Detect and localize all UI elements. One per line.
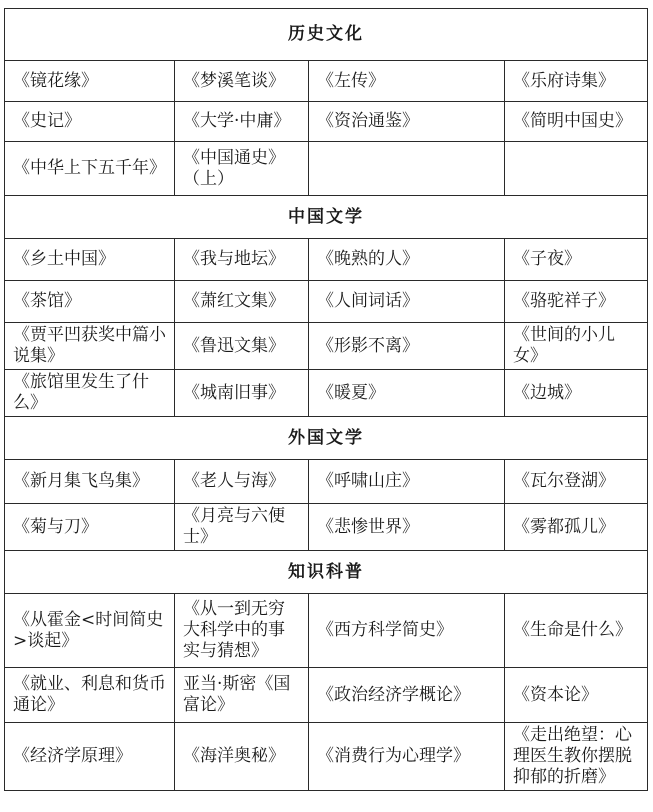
book-title-cell: 《梦溪笔谈》 (175, 61, 309, 102)
book-title-cell: 《政治经济学概论》 (309, 668, 505, 723)
book-title-cell: 《晚熟的人》 (309, 239, 505, 281)
table-row (5, 504, 648, 551)
section-heading: 历史文化 (5, 9, 648, 61)
book-title-cell: 《从霍金<时间简史>谈起》 (5, 594, 175, 668)
book-title-cell: 《简明中国史》 (505, 102, 648, 142)
section-heading-row (5, 551, 648, 594)
table-row (5, 61, 648, 102)
book-title-cell: 《月亮与六便士》 (175, 504, 309, 551)
book-title-cell: 《左传》 (309, 61, 505, 102)
table-row (5, 668, 648, 723)
book-title-cell: 《萧红文集》 (175, 281, 309, 323)
book-title-cell: 《悲惨世界》 (309, 504, 505, 551)
book-title-cell: 《中国通史》（上） (175, 142, 309, 196)
table-row (5, 723, 648, 791)
book-title-cell: 《海洋奥秘》 (175, 723, 309, 791)
book-title-cell: 《城南旧事》 (175, 370, 309, 417)
book-title-cell: 《贾平凹获奖中篇小说集》 (5, 323, 175, 370)
book-title-cell: 《子夜》 (505, 239, 648, 281)
table-row (5, 323, 648, 370)
table-row (5, 281, 648, 323)
book-title-cell: 《生命是什么》 (505, 594, 648, 668)
section-heading-row (5, 9, 648, 61)
book-title-cell: 《走出绝望：心理医生教你摆脱抑郁的折磨》 (505, 723, 648, 791)
book-title-cell: 《就业、利息和货币通论》 (5, 668, 175, 723)
book-title-cell: 《雾都孤儿》 (505, 504, 648, 551)
table-row (5, 239, 648, 281)
book-title-cell: 《暖夏》 (309, 370, 505, 417)
table-row (5, 460, 648, 504)
table-row (5, 142, 648, 196)
section-heading: 知识科普 (5, 551, 648, 594)
empty-cell (505, 142, 648, 196)
book-title-cell: 《经济学原理》 (5, 723, 175, 791)
book-title-cell: 亚当·斯密《国富论》 (175, 668, 309, 723)
book-title-cell: 《呼啸山庄》 (309, 460, 505, 504)
section-heading-row (5, 417, 648, 460)
empty-cell (309, 142, 505, 196)
book-title-cell: 《史记》 (5, 102, 175, 142)
book-title-cell: 《菊与刀》 (5, 504, 175, 551)
book-title-cell: 《中华上下五千年》 (5, 142, 175, 196)
book-title-cell: 《旅馆里发生了什么》 (5, 370, 175, 417)
section-heading: 外国文学 (5, 417, 648, 460)
book-title-cell: 《从一到无穷大科学中的事实与猜想》 (175, 594, 309, 668)
section-heading-row (5, 196, 648, 239)
book-title-cell: 《大学·中庸》 (175, 102, 309, 142)
book-title-cell: 《乡土中国》 (5, 239, 175, 281)
book-title-cell: 《镜花缘》 (5, 61, 175, 102)
book-title-cell: 《边城》 (505, 370, 648, 417)
book-title-cell: 《瓦尔登湖》 (505, 460, 648, 504)
table-row (5, 370, 648, 417)
book-list-body (5, 9, 648, 791)
book-title-cell: 《新月集飞鸟集》 (5, 460, 175, 504)
book-title-cell: 《西方科学简史》 (309, 594, 505, 668)
book-list-table (4, 8, 648, 791)
table-row (5, 594, 648, 668)
book-title-cell: 《茶馆》 (5, 281, 175, 323)
book-title-cell: 《乐府诗集》 (505, 61, 648, 102)
book-title-cell: 《人间词话》 (309, 281, 505, 323)
book-title-cell: 《资治通鉴》 (309, 102, 505, 142)
section-heading: 中国文学 (5, 196, 648, 239)
book-title-cell: 《消费行为心理学》 (309, 723, 505, 791)
book-title-cell: 《形影不离》 (309, 323, 505, 370)
book-title-cell: 《老人与海》 (175, 460, 309, 504)
table-row (5, 102, 648, 142)
book-title-cell: 《世间的小儿女》 (505, 323, 648, 370)
book-title-cell: 《资本论》 (505, 668, 648, 723)
book-title-cell: 《骆驼祥子》 (505, 281, 648, 323)
book-title-cell: 《鲁迅文集》 (175, 323, 309, 370)
book-title-cell: 《我与地坛》 (175, 239, 309, 281)
